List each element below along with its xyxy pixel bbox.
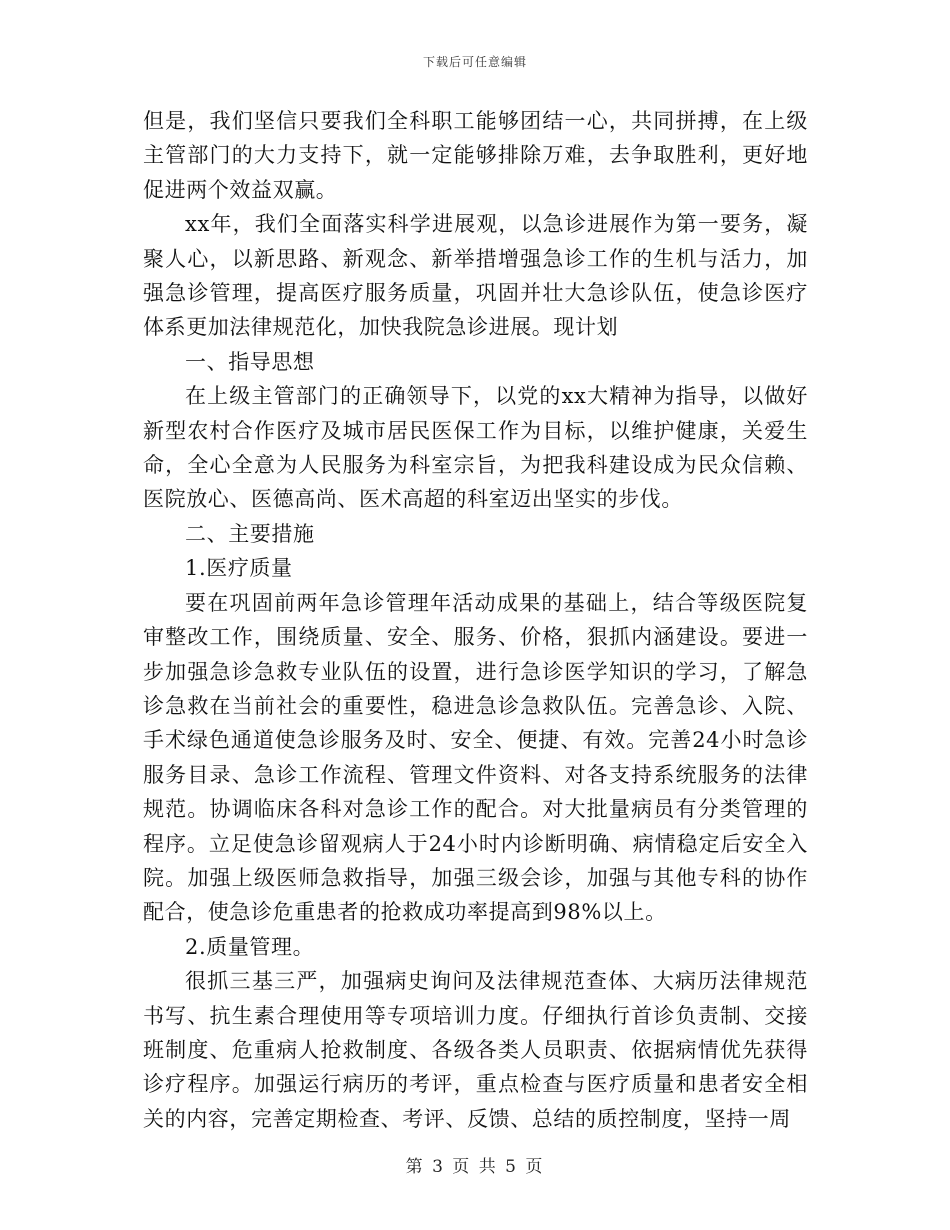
paragraph-guiding-ideology: 在上级主管部门的正确领导下，以党的xx大精神为指导，以做好新型农村合作医疗及城市居民医保工作为目标，以维护健康，关爱生命，全心全意为人民服务为科室宗旨，为把我科建设成为民众信赖、医院放心、医德高尚、医术高超的科室迈出坚实的步伐。: [143, 384, 808, 512]
subheading-medical-quality: 1.医疗质量: [185, 556, 293, 581]
paragraph-intro: 但是，我们坚信只要我们全科职工能够团结一心，共同拼搏，在上级主管部门的大力支持下，就一定能够排除万难，去争取胜利，更好地促进两个效益双赢。: [143, 109, 808, 202]
paragraph-plan-overview: xx年，我们全面落实科学进展观，以急诊进展作为第一要务，凝聚人心，以新思路、新观念、新举措增强急诊工作的生机与活力，加强急诊管理，提高医疗服务质量，巩固并壮大急诊队伍，使急诊医疗体系更加法律规范化，加快我院急诊进展。现计划: [143, 212, 808, 340]
subheading-quality-management: 2.质量管理。: [185, 934, 315, 959]
section-heading-guiding-ideology: 一、指导思想: [185, 349, 315, 374]
page-number-footer: 第 3 页 共 5 页: [405, 1157, 545, 1177]
section-heading-main-measures: 二、主要措施: [185, 521, 315, 546]
paragraph-quality-management: 很抓三基三严，加强病史询问及法律规范查体、大病历法律规范书写、抗生素合理使用等专项培训力度。仔细执行首诊负责制、交接班制度、危重病人抢救制度、各级各类人员职责、依据病情优先获得诊疗程序。加强运行病历的考评，重点检查与医疗质量和患者安全相关的内容，完善定期检查、考评、反馈、总结的质控制度，坚持一周: [143, 969, 808, 1131]
page-header-note: 下载后可任意编辑: [422, 55, 527, 69]
document-body: [143, 104, 808, 1136]
paragraph-medical-quality: 要在巩固前两年急诊管理年活动成果的基础上，结合等级医院复审整改工作，围绕质量、安全、服务、价格，狠抓内涵建设。要进一步加强急诊急救专业队伍的设置，进行急诊医学知识的学习，了解急诊急救在当前社会的重要性，稳进急诊急救队伍。完善急诊、入院、手术绿色通道使急诊服务及时、安全、便捷、有效。完善24小时急诊服务目录、急诊工作流程、管理文件资料、对各支持系统服务的法律规范。协调临床各科对急诊工作的配合。对大批量病员有分类管理的程序。立足使急诊留观病人于24小时内诊断明确、病情稳定后安全入院。加强上级医师急救指导，加强三级会诊，加强与其他专科的协作配合，使急诊危重患者的抢救成功率提高到98%以上。: [143, 590, 808, 925]
